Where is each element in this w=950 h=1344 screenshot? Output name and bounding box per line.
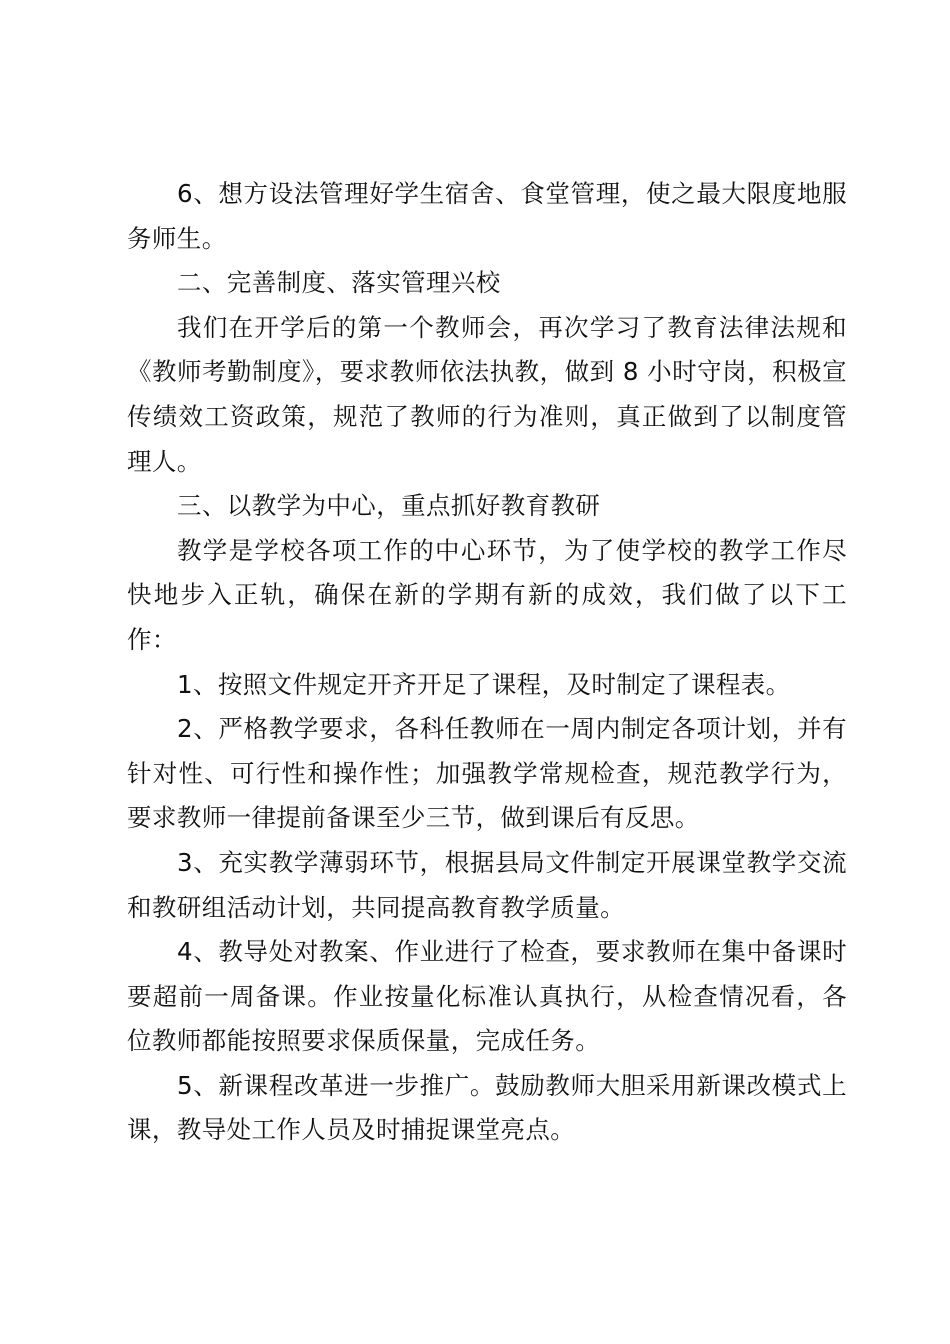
paragraph-item-1: 1、按照文件规定开齐开足了课程，及时制定了课程表。	[177, 669, 791, 699]
section-heading-3: 三、以教学为中心，重点抓好教育教研	[177, 491, 601, 521]
paragraph-item-4: 4、教导处对教案、作业进行了检查，要求教师在集中备课时要超前一周备课。作业按量化标准认真执行，从检查情况看，各位教师都能按照要求保质保量，完成任务。	[127, 937, 847, 1056]
paragraph-teacher-meeting: 我们在开学后的第一个教师会，再次学习了教育法律法规和《教师考勤制度》，要求教师依法执教，做到 8 小时守岗，积极宣传绩效工资政策，规范了教师的行为准则，真正做到了以制度管理人。	[127, 312, 847, 476]
paragraph-item-3: 3、充实教学薄弱环节，根据县局文件制定开展课堂教学交流和教研组活动计划，共同提高教育教学质量。	[127, 847, 847, 922]
paragraph-teaching-center: 教学是学校各项工作的中心环节，为了使学校的教学工作尽快地步入正轨，确保在新的学期有新的成效，我们做了以下工作：	[127, 535, 847, 654]
paragraph-item-5: 5、新课程改革进一步推广。鼓励教师大胆采用新课改模式上课，教导处工作人员及时捕捉课堂亮点。	[127, 1070, 847, 1145]
section-heading-2: 二、完善制度、落实管理兴校	[177, 268, 501, 298]
document-page	[127, 172, 847, 1153]
paragraph-item-6: 6、想方设法管理好学生宿舍、食堂管理，使之最大限度地服务师生。	[127, 179, 847, 253]
paragraph-item-2: 2、严格教学要求，各科任教师在一周内制定各项计划，并有针对性、可行性和操作性；加强教学常规检查，规范教学行为，要求教师一律提前备课至少三节，做到课后有反思。	[127, 714, 847, 833]
